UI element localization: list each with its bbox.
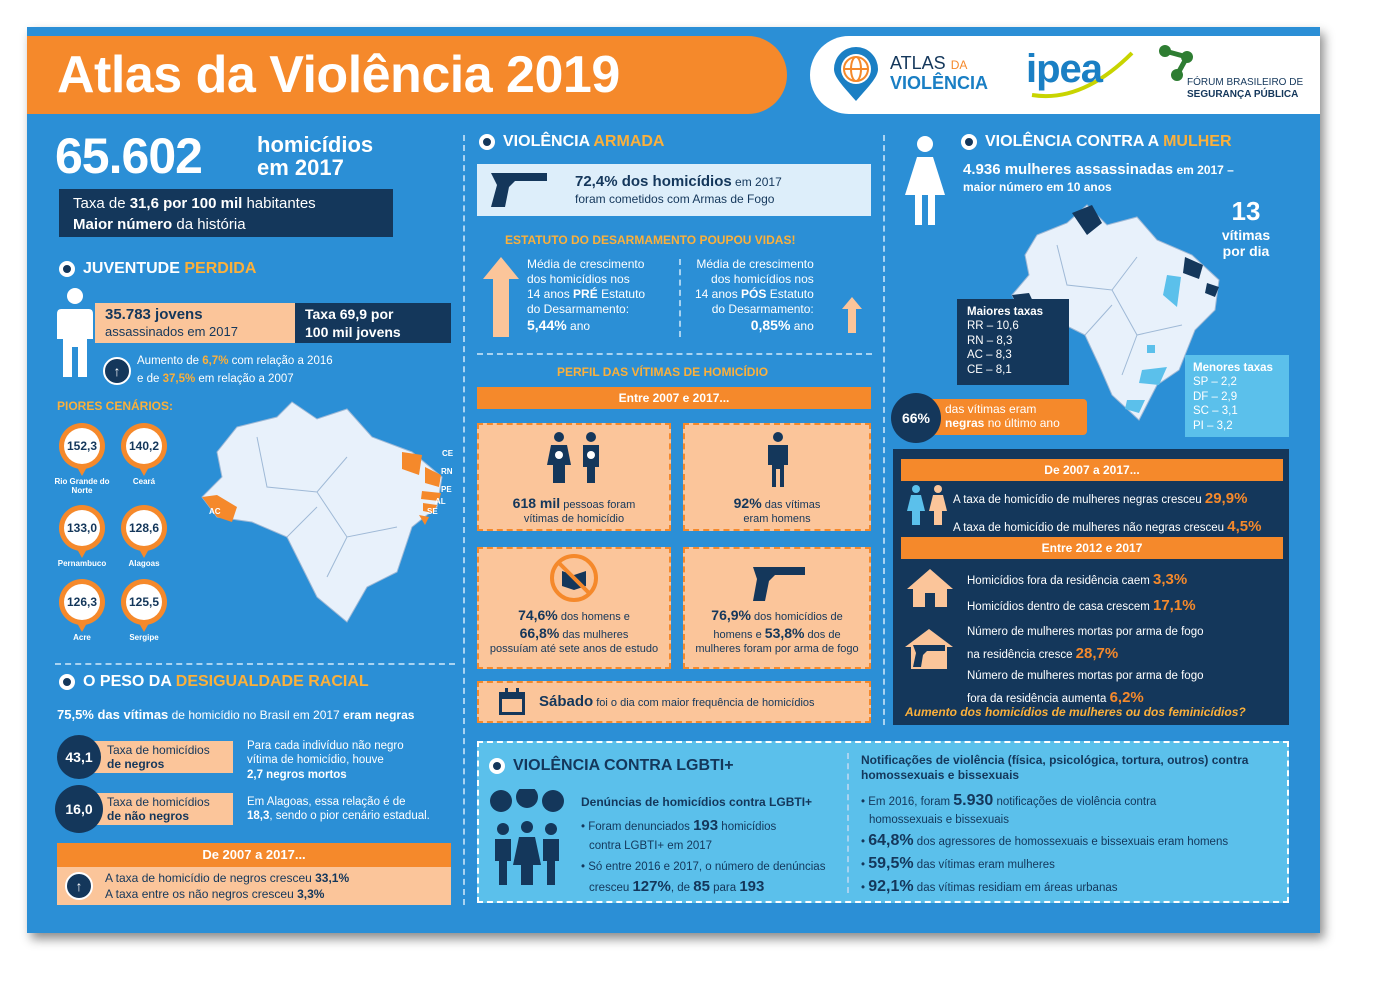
women-period-2: Entre 2012 e 2017 (901, 537, 1283, 559)
fbsp-logo-line2: SEGURANÇA PÚBLICA (1187, 89, 1299, 100)
state-value: 128,6 (126, 510, 162, 546)
state-name: Sergipe (129, 633, 159, 642)
lgbti-r3-b: das vítimas eram mulheres (913, 859, 1055, 872)
pre-l5b: ano (566, 319, 591, 333)
nonblack-rate-l1: Taxa de homicídios (107, 795, 210, 809)
arrow-up-icon: ↑ (65, 872, 93, 900)
brazil-map-youth (197, 397, 447, 627)
infographic-poster (27, 27, 1320, 933)
per-day-l1: vítimas (1221, 226, 1271, 243)
women-title-b: MULHER (1163, 133, 1232, 150)
woman-icon (903, 135, 947, 227)
lgbti-b2-d: , de (670, 882, 694, 895)
max-rates-title: Maiores taxas (967, 306, 1044, 318)
ipea-logo-text: ipea (1026, 47, 1103, 91)
lgbti-r1-c: notificações de violência contra (993, 796, 1157, 808)
bullet-icon (961, 134, 977, 150)
youth-count-box (95, 303, 295, 343)
pos-l3b: PÓS (741, 287, 767, 301)
racial-trends (105, 870, 349, 902)
homicides-number: 65.602 (55, 128, 202, 184)
title-highlight: Violência 2019 (269, 46, 620, 104)
profile-card-4-text (685, 607, 869, 656)
victims-pair-icon (543, 431, 607, 483)
man-icon (763, 431, 793, 487)
racial-note2-l1: Em Alagoas, essa relação é de (247, 796, 406, 808)
calendar-icon (497, 687, 527, 717)
divider-right (883, 135, 885, 725)
racial-note1-l3: 2,7 negros mortos (247, 768, 347, 781)
nonblack-rate-l2: de não negros (107, 809, 190, 824)
atlas-logo-text: ATLAS (890, 53, 946, 73)
lgbti-divider (847, 753, 849, 893)
rate-text-c: habitantes (242, 195, 316, 212)
pos-l5a: 0,85% (750, 317, 791, 333)
lgbti-r1-d: homossexuais e bissexuais (869, 814, 1009, 827)
statute-divider (679, 259, 681, 337)
pre-statute-text (527, 257, 645, 335)
lgbti-bullet-1: • Foram denunciados 193 homicídios contra LGBTI+ em 2017 (581, 815, 776, 855)
armed-box-c: foram cometidos com Armas de Fogo (575, 191, 775, 206)
profile-c4-e: dos de (804, 628, 841, 641)
women-p1-a: A taxa de homicídio de mulheres negras cresceu (953, 494, 1205, 506)
state-pin (121, 505, 167, 551)
pos-l3a: 14 anos (695, 287, 742, 301)
bullet-icon (479, 134, 495, 150)
pos-l2: dos homicídios nos (711, 272, 814, 286)
divider-middle (477, 353, 872, 355)
divider-left-racial (55, 663, 455, 665)
racial-note-2 (247, 795, 430, 824)
state-name: Pernambuco (57, 559, 107, 568)
pos-l5b: ano (790, 319, 814, 333)
lgbti-b2-c: 127% (632, 878, 671, 896)
homicides-label-l2: em 2017 (257, 155, 344, 181)
state-pin (121, 423, 167, 469)
per-day-number: 13 (1231, 196, 1261, 226)
max-rate-item: CE – 8,1 (967, 363, 1012, 376)
bullet-icon (59, 261, 75, 277)
women-section-title (961, 133, 1232, 151)
racial-note2-a: 18,3 (247, 810, 270, 823)
state-pin (121, 579, 167, 625)
racial-note-1 (247, 739, 404, 782)
state-name: Rio Grande do Norte (54, 477, 110, 495)
lgbti-b1-c: homicídios (718, 821, 777, 833)
bullet-icon (59, 674, 75, 690)
black-women-l2b: no último ano (984, 416, 1060, 431)
map-label-rn: RN (441, 467, 453, 476)
pre-l3c: Estatuto (597, 287, 646, 301)
lgbti-b1-a: Foram denunciados (588, 821, 694, 833)
atlas-logo-violencia: VIOLÊNCIA (890, 73, 989, 93)
profile-card-3-text (481, 607, 667, 656)
profile-c1-a: 618 mil (512, 495, 561, 511)
ipea-logo (1022, 43, 1142, 103)
state-value: 133,0 (64, 510, 100, 546)
state-name: Alagoas (128, 559, 160, 568)
map-label-al: AL (435, 497, 446, 506)
lgbti-r1-a: Em 2016, foram (868, 796, 954, 808)
atlas-logo (832, 49, 1012, 99)
black-women-l1: das vítimas eram (945, 402, 1037, 416)
black-women-text (945, 402, 1060, 431)
state-value: 152,3 (64, 428, 100, 464)
lgbti-subtitle: Denúncias de homicídios contra LGBTI+ (581, 795, 813, 809)
state-value: 140,2 (126, 428, 162, 464)
house-gun-icon (903, 627, 955, 671)
group-speech-icon (487, 789, 567, 889)
map-label-ce: CE (442, 449, 454, 458)
fbsp-logo-line1: FÓRUM BRASILEIRO DE (1187, 77, 1304, 88)
lgbti-bullet-2: • Só entre 2016 e 2017, o número de denúncias cresceu 127%, de 85 para 193 (581, 861, 826, 896)
handgun-icon (487, 167, 551, 211)
women-p2-c: Homicídios dentro de casa crescem (967, 600, 1153, 613)
racial-period-bar: De 2007 a 2017... (57, 843, 451, 867)
racial-trend2-b: 3,3% (297, 887, 325, 902)
women-p1-c: A taxa de homicídio de mulheres não negras cresceu (953, 521, 1228, 534)
youth-section-title (59, 260, 256, 278)
women-lead (963, 161, 1234, 195)
youth-rate-l2: 100 mil jovens (305, 323, 401, 340)
lgbti-b2-b: cresceu (589, 882, 633, 895)
women-pair-icon (905, 485, 949, 525)
racial-note2-b: , sendo o pior cenário estadual. (269, 810, 430, 823)
profile-card-2-text (687, 495, 867, 527)
lgbti-b1-d: contra LGBTI+ em 2017 (589, 839, 713, 852)
house-icon (905, 567, 955, 609)
women-period1-text (953, 485, 1261, 541)
lgbti-section-title (489, 757, 734, 775)
lgbti-b1-b: 193 (693, 817, 719, 834)
pre-l1: Média de crescimento (527, 257, 645, 271)
armed-title-b: ARMADA (593, 133, 665, 150)
pos-l3c: Estatuto (766, 287, 814, 301)
lgbti-b2-a: Só entre 2016 e 2017, o número de denúncias (588, 861, 826, 873)
women-lead-b: em 2017 – (1173, 163, 1234, 177)
record-text-a: Maior número (73, 216, 173, 233)
min-rate-item: PI – 3,2 (1193, 419, 1233, 432)
youth-inc-b: 6,7% (202, 355, 229, 367)
black-rate-badge: 43,1 (57, 735, 101, 779)
youth-title-a: JUVENTUDE (83, 260, 185, 277)
youth-title-b: PERDIDA (184, 260, 257, 277)
post-statute-text (695, 257, 814, 335)
racial-note1-l1: Para cada indivíduo não negro (247, 740, 404, 752)
armed-box-text (575, 173, 782, 207)
max-rates-box (957, 299, 1069, 385)
rate-text-a: Taxa de (73, 195, 130, 212)
map-label-se: SE (427, 507, 438, 516)
women-period-1: De 2007 a 2017... (901, 459, 1283, 481)
armed-section-title (479, 133, 664, 151)
women-p2-b: 3,3% (1153, 571, 1188, 588)
profile-c3-d: das mulheres (559, 628, 629, 641)
divider-left (463, 135, 465, 905)
women-p1-b: 29,9% (1204, 490, 1248, 507)
handgun-icon (749, 561, 809, 603)
youth-increase (137, 353, 333, 389)
page-title (57, 45, 620, 105)
homicides-label-l1: homicídios (257, 132, 374, 157)
women-p3-l4a: fora da residência aumenta (967, 692, 1110, 705)
record-text-b: da história (172, 216, 246, 233)
women-period2-text (967, 567, 1196, 618)
arrow-up-icon: ↑ (103, 357, 131, 385)
profile-period-bar: Entre 2007 e 2017... (477, 387, 871, 409)
state-pin (59, 505, 105, 551)
lgbti-r2-a: 64,8% (868, 831, 914, 849)
saturday-b: foi o dia com maior frequência de homicídios (593, 697, 815, 709)
state-pin (59, 423, 105, 469)
min-rates-box (1185, 355, 1289, 437)
profile-c1-c: vítimas de homicídio (523, 512, 625, 525)
profile-c4-f: mulheres foram por arma de fogo (695, 642, 859, 655)
nonblack-rate-badge: 16,0 (55, 785, 103, 833)
profile-c1-b: pessoas foram (560, 499, 636, 511)
rate-text-b: 31,6 por 100 mil (129, 195, 243, 212)
women-p1-d: 4,5% (1227, 517, 1262, 535)
profile-c4-a: 76,9% (711, 607, 751, 623)
pos-l1: Média de crescimento (696, 257, 814, 271)
lgbti-r2-b: dos agressores de homossexuais e bissexuais eram homens (913, 835, 1229, 848)
pre-l2: dos homicídios nos (527, 272, 630, 286)
black-women-l2a: negras (945, 416, 985, 431)
profile-title: PERFIL DAS VÍTIMAS DE HOMICÍDIO (557, 365, 769, 379)
profile-c3-c: 66,8% (519, 624, 560, 641)
women-p3-l2a: na residência cresce (967, 648, 1076, 661)
statute-title: ESTATUTO DO DESARMAMENTO POUPOU VIDAS! (505, 233, 796, 247)
profile-c4-b: dos homicídios de (750, 611, 843, 623)
state-value: 126,3 (64, 584, 100, 620)
youth-count: 35.783 jovens (105, 306, 203, 323)
women-firearm-text (967, 623, 1204, 710)
racial-lead (57, 707, 414, 723)
title-prefix: Atlas da (57, 46, 270, 104)
lgbti-r3-a: 59,5% (868, 855, 914, 873)
women-p3-l4b: 6,2% (1109, 688, 1144, 706)
homicides-label (257, 133, 373, 179)
min-rate-item: DF – 2,9 (1193, 390, 1238, 403)
pre-l3b: PRÉ (573, 287, 598, 301)
pos-l4: do Desarmamento: (711, 302, 814, 316)
racial-lead-b: de homicídio no Brasil em 2017 (168, 708, 344, 722)
racial-lead-c: eram negras (343, 708, 415, 722)
homicides-rate-box (59, 189, 393, 237)
racial-note1-l2: vítima de homicídio, houve (247, 754, 384, 767)
youth-rate-box (295, 303, 451, 343)
youth-inc-a: Aumento de (137, 355, 203, 367)
profile-card-1-text (483, 495, 665, 527)
person-icon (53, 287, 97, 379)
women-p3-l1: Número de mulheres mortas por arma de fogo (967, 626, 1204, 638)
youth-inc-c: com relação a 2016 (228, 355, 333, 367)
state-name: Ceará (132, 477, 156, 486)
racial-title-b: DESIGUALDADE RACIAL (175, 673, 369, 690)
saturday-a: Sábado (539, 693, 594, 710)
profile-c4-d: 53,8% (764, 624, 805, 641)
women-p2-d: 17,1% (1153, 596, 1196, 614)
women-lead-c: maior número em 10 anos (963, 179, 1112, 194)
max-rate-item: AC – 8,3 (967, 349, 1012, 362)
women-lead-a: 4.936 mulheres assassinadas (963, 161, 1174, 178)
racial-trend1-a: A taxa de homicídio de negros cresceu (105, 871, 316, 885)
pre-l3a: 14 anos (527, 287, 574, 301)
lgbti-b2-g: 193 (739, 878, 765, 896)
black-rate-l1: Taxa de homicídios (107, 743, 210, 757)
lgbti-r1-b: 5.930 (953, 792, 994, 809)
lgbti-right-list: • Em 2016, foram 5.930 notificações de violência contra homossexuais e bissexuais • 64,8% dos agressores de homossexuais e bissexuais eram homens • 59,5% das vítimas eram mulheres • 92,1% das vítimas residiam em áreas urbanas (861, 792, 1229, 896)
racial-lead-a: 75,5% das vítimas (57, 707, 169, 722)
profile-c3-a: 74,6% (518, 607, 558, 623)
youth-inc-e: 37,5% (162, 372, 196, 385)
per-day-l2: por dia (1222, 242, 1270, 259)
profile-c3-b: dos homens e (557, 611, 630, 623)
profile-c4-c: homens e (713, 628, 765, 641)
youth-count-sub: assassinados em 2017 (105, 324, 238, 339)
racial-title-a: O PESO DA (83, 673, 176, 690)
globe-pin-icon (832, 47, 880, 103)
lgbti-b2-e: 85 (693, 878, 710, 896)
women-question: Aumento dos homicídios de mulheres ou dos feminicídios? (905, 705, 1246, 719)
black-women-badge: 66% (891, 393, 941, 443)
map-label-pe: PE (441, 485, 452, 494)
min-rates-title: Menores taxas (1193, 362, 1273, 374)
lgbti-r4-a: 92,1% (868, 878, 914, 896)
youth-inc-f: em relação a 2007 (195, 372, 294, 385)
pre-l4: do Desarmamento: (527, 302, 630, 316)
women-p3-l3: Número de mulheres mortas por arma de fogo (967, 669, 1204, 682)
state-value: 125,5 (126, 584, 162, 620)
racial-trend1-b: 33,1% (315, 871, 350, 885)
profile-c2-b: das vítimas (761, 499, 821, 511)
fbsp-logo (1157, 43, 1307, 103)
state-name: Acre (73, 633, 91, 642)
min-rate-item: SC – 3,1 (1193, 405, 1238, 418)
min-rate-item: SP – 2,2 (1193, 376, 1237, 389)
atlas-logo-da: DA (950, 58, 968, 72)
youth-inc-d: e de (137, 372, 163, 385)
profile-c3-e: possuíam até sete anos de estudo (489, 642, 659, 655)
lgbti-right-title: Notificações de violência (física, psicológica, tortura, outros) contra homossexuais e bissexuais (861, 753, 1249, 782)
max-rate-item: RN – 8,3 (967, 334, 1013, 347)
big-arrow-up-icon (483, 257, 519, 337)
armed-box-a: 72,4% dos homicídios (575, 173, 732, 190)
women-p2-a: Homicídios fora da residência caem (967, 575, 1153, 587)
lgbti-b2-f: para (709, 882, 740, 895)
small-arrow-up-icon (842, 297, 862, 333)
lgbti-r4-b: das vítimas residiam em áreas urbanas (913, 882, 1118, 895)
bullet-icon (489, 758, 505, 774)
armed-box-b: em 2017 (731, 175, 782, 189)
racial-trend2-a: A taxa entre os não negros cresceu (105, 887, 298, 902)
profile-c2-a: 92% (733, 495, 762, 511)
saturday-text (539, 693, 815, 712)
no-book-icon (549, 553, 599, 603)
worst-scenarios-label: PIORES CENÁRIOS: (57, 399, 174, 413)
max-rate-item: RR – 10,6 (967, 320, 1019, 333)
women-p3-l2b: 28,7% (1075, 644, 1119, 662)
racial-section-title (59, 673, 369, 691)
women-title-a: VIOLÊNCIA CONTRA A (985, 133, 1164, 150)
profile-c2-c: eram homens (743, 512, 811, 525)
lgbti-title-a: VIOLÊNCIA (513, 757, 604, 774)
pre-l5a: 5,44% (527, 317, 567, 333)
youth-rate-l1: Taxa 69,9 por (305, 306, 394, 322)
black-rate-l2: de negros (107, 757, 165, 772)
lgbti-title-b: CONTRA LGBTI+ (603, 757, 734, 774)
state-pin (59, 579, 105, 625)
map-label-ac: AC (209, 507, 221, 516)
armed-title-a: VIOLÊNCIA (503, 133, 594, 150)
